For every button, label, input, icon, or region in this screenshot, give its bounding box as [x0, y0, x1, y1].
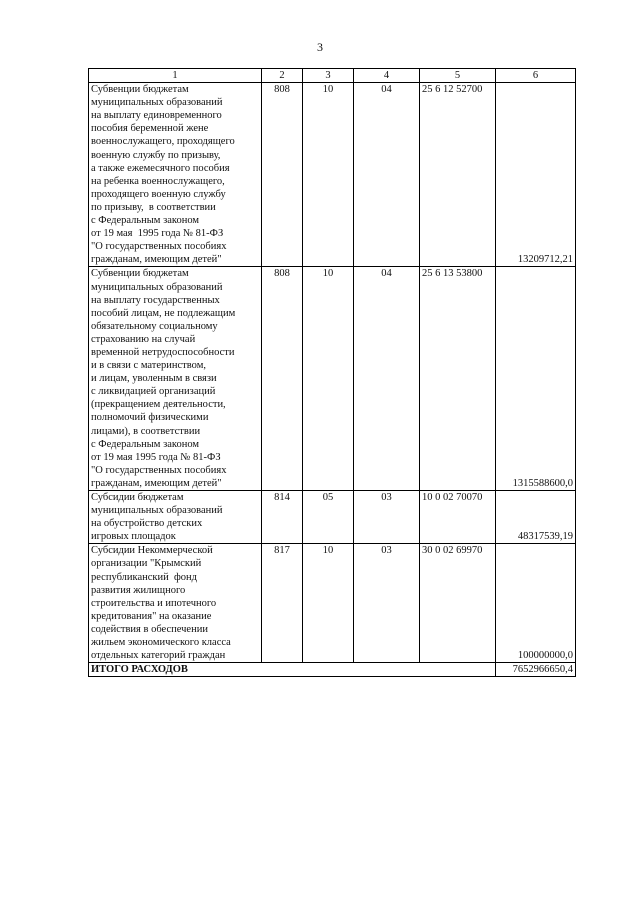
table-row [89, 544, 576, 663]
row-amount: 1315588600,0 [496, 267, 576, 491]
row-col3: 10 [303, 83, 354, 267]
row-col4: 04 [354, 267, 420, 491]
column-header-6: 6 [496, 69, 576, 83]
row-col5: 25 6 13 53800 [420, 267, 496, 491]
column-header-5: 5 [420, 69, 496, 83]
row-amount: 48317539,19 [496, 491, 576, 544]
total-amount: 7652966650,4 [496, 663, 576, 677]
row-col2: 808 [262, 267, 303, 491]
row-col2: 808 [262, 83, 303, 267]
page-number: 3 [317, 40, 323, 54]
total-row [89, 663, 576, 677]
header-row [89, 69, 576, 83]
row-col4: 04 [354, 83, 420, 267]
row-amount: 100000000,0 [496, 544, 576, 663]
row-description: Субвенции бюджетам муниципальных образований на выплату государственных пособий лицам, не подлежащим обязательному социальному страхованию на случай временной нетрудоспособности и в связи с материнством, и лицам, уволенным в связи с ликвидацией организаций (прекращением деятельности, полномочий физическими лицами), в соответствии с Федеральным законом от 19 мая 1995 года № 81-ФЗ "О государственных пособиях гражданам, имеющим детей" [89, 267, 262, 491]
row-description: Субсидии Некоммерческой организации "Крымский республиканский фонд развития жилищного строительства и ипотечного кредитования" на оказание содействия в обеспечении жильем экономического класса отдельных категорий граждан [89, 544, 262, 663]
row-col4: 03 [354, 544, 420, 663]
row-col3: 10 [303, 544, 354, 663]
row-col4: 03 [354, 491, 420, 544]
table-row [89, 83, 576, 267]
row-col5: 30 0 02 69970 [420, 544, 496, 663]
row-col2: 814 [262, 491, 303, 544]
column-header-2: 2 [262, 69, 303, 83]
row-description: Субвенции бюджетам муниципальных образований на выплату единовременного пособия беременной жене военнослужащего, проходящего военную службу по призыву, а также ежемесячного пособия на ребенка военнослужащего, проходящего военную службу по призыву, в соответствии с Федеральным законом от 19 мая 1995 года № 81-ФЗ "О государственных пособиях гражданам, имеющим детей" [89, 83, 262, 267]
row-col2: 817 [262, 544, 303, 663]
row-col3: 10 [303, 267, 354, 491]
expenditure-table [88, 68, 576, 677]
total-label: ИТОГО РАСХОДОВ [89, 663, 496, 677]
table-row [89, 491, 576, 544]
row-col5: 10 0 02 70070 [420, 491, 496, 544]
column-header-1: 1 [89, 69, 262, 83]
row-col5: 25 6 12 52700 [420, 83, 496, 267]
row-description: Субсидии бюджетам муниципальных образований на обустройство детских игровых площадок [89, 491, 262, 544]
row-amount: 13209712,21 [496, 83, 576, 267]
column-header-4: 4 [354, 69, 420, 83]
table-row [89, 267, 576, 491]
row-col3: 05 [303, 491, 354, 544]
column-header-3: 3 [303, 69, 354, 83]
